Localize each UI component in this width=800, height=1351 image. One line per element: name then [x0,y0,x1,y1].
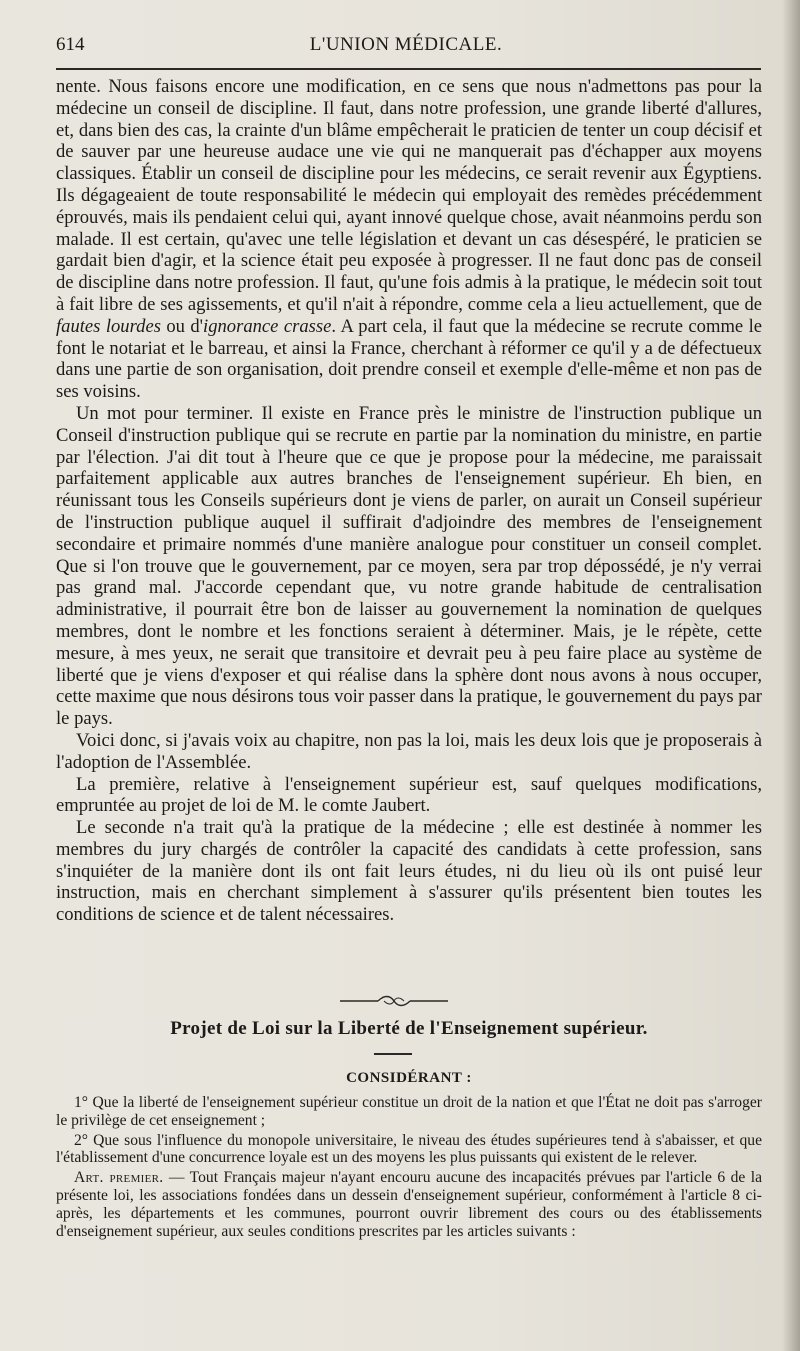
article-text: — Tout Français majeur n'ayant encouru aucune des incapacités prévues par l'article 6 de la présente loi, les associations fondées dans un dessein d'enseignement supérieur, conformément à l'article 8 ci-après, les départements et les communes, pourront ouvrir librement des cours ou des établissements d'enseignement supérieur, aux seules conditions prescrites par les articles suivants : [56,1169,762,1240]
text-run: nente. Nous faisons encore une modification, en ce sens que nous n'admettons pas pour la médecine un conseil de discipline. Il faut, dans notre profession, une grande liberté d'allures, et, dans bien des cas, la crainte d'un blâme empêcherait le praticien de tenter un coup décisif et de sauver par une heureuse audace une vie qui ne manquerait pas d'échapper aux moyens classiques. Établir un conseil de discipline pour les médecins, ce serait revenir aux Égyptiens. Ils dégageaient de toute responsabilité le médecin qui employait des remèdes précédemment éprouvés, mais ils pendaient celui qui, ayant innové quelque chose, avait néanmoins perdu son malade. Il est certain, qu'avec une telle législation et devant un cas désespéré, le praticien se gardait bien d'agir, et la science était peu exposée à progresser. Il ne faut donc pas de conseil de discipline dans notre profession. Il faut, qu'une fois admis à la pratique, le médecin soit tout à fait libre de ses agissements, et qu'il n'ait à répondre, comme cela a lieu actuellement, que de [56,76,762,315]
body-paragraph [56,730,762,774]
body-paragraph [56,76,762,403]
section-ornament [340,994,448,1008]
body-paragraph [56,774,762,818]
title-rule [374,1053,412,1055]
text-run: La première, relative à l'enseignement supérieur est, sauf quelques modifications, empruntée au projet de loi de M. le comte Jaubert. [56,773,762,817]
page-edge-shadow [782,0,800,1351]
text-run: ou d' [160,315,204,337]
page-number: 614 [56,34,85,55]
body-paragraph [56,403,762,730]
article-label: Art. premier. [74,1169,164,1187]
italic-phrase: ignorance crasse [203,315,332,337]
body-paragraph [56,817,762,926]
text-run: . A part cela, il faut que la médecine se recrute comme le font le notariat et le barreau, et ainsi la France, cherchant à réformer ce qu'il y a de défectueux dans une partie de son organisation, doit prendre conseil et exemple d'elle-même et non pas de ses voisins. [56,315,763,403]
text-run: Voici donc, si j'avais voix au chapitre, non pas la loi, mais les deux lois que je proposerais à l'adoption de l'Assemblée. [56,729,762,773]
text-run: Le seconde n'a trait qu'à la pratique de la médecine ; elle est destinée à nommer les membres du jury chargés de contrôler la capacité des candidats à cette profession, sans s'inquiéter de la manière dont ils ont fait leurs études, ni du lieu où ils ont puisé leur instruction, mais en cherchant simplement à s'assurer qu'ils présentent bien toutes les conditions de science et de talent nécessaires. [56,817,762,926]
law-text [56,1094,762,1240]
article-body [56,76,762,926]
header-rule [56,68,761,70]
text-run: Un mot pour terminer. Il existe en France près le ministre de l'instruction publique un Conseil d'instruction publique qui se recrute en partie par la nomination du ministre, en partie par l'élection. J'ai dit tout à l'heure que ce que je propose pour la médecine, me paraissait parfaitement applicable aux autres branches de l'enseignement supérieur. Eh bien, en réunissant tous les Conseils supérieurs dont je viens de parler, on aurait un Conseil supérieur de l'instruction publique auquel il suffirait d'adjoindre des membres de l'enseignement secondaire et primaire nommés d'une manière analogue pour constituer un conseil complet. Que si l'on trouve que le gouvernement, par ce moyen, sera par trop dépossédé, je n'y verrai pas grand mal. J'accorde cependant que, vu notre grande habitude de centralisation administrative, il pourrait être bon de laisser au gouvernement la nomination de quelques membres, dont le nombre et les fonctions seraient à déterminer. Mais, je le répète, cette mesure, à mes yeux, ne serait que transitoire et devrait peu à peu faire place au système de liberté que je viens d'exposer et qui réalise dans la sphère dont nous avons à nous occuper, cette maxime que nous désirons tous voir passer dans la pratique, le gouvernement du pays par le pays. [56,402,762,730]
considerant-heading: CONSIDÉRANT : [346,1070,472,1086]
clause-1: 1° Que la liberté de l'enseignement supérieur constitue un droit de la nation et que l'État ne doit pas s'arroger le privilège de cet enseignement ; [56,1094,762,1129]
italic-phrase: fautes lourdes [56,315,161,337]
running-title: L'UNION MÉDICALE. [309,34,503,55]
page-header [56,34,756,64]
law-title: Projet de Loi sur la Liberté de l'Enseignement supérieur. [170,1018,648,1039]
clause-2: 2° Que sous l'influence du monopole universitaire, le niveau des études supérieures tend à s'abaisser, et que l'établissement d'une concurrence loyale est un des moyens les plus puissants qui existent de le relever. [56,1131,762,1167]
article-premier [56,1169,762,1240]
